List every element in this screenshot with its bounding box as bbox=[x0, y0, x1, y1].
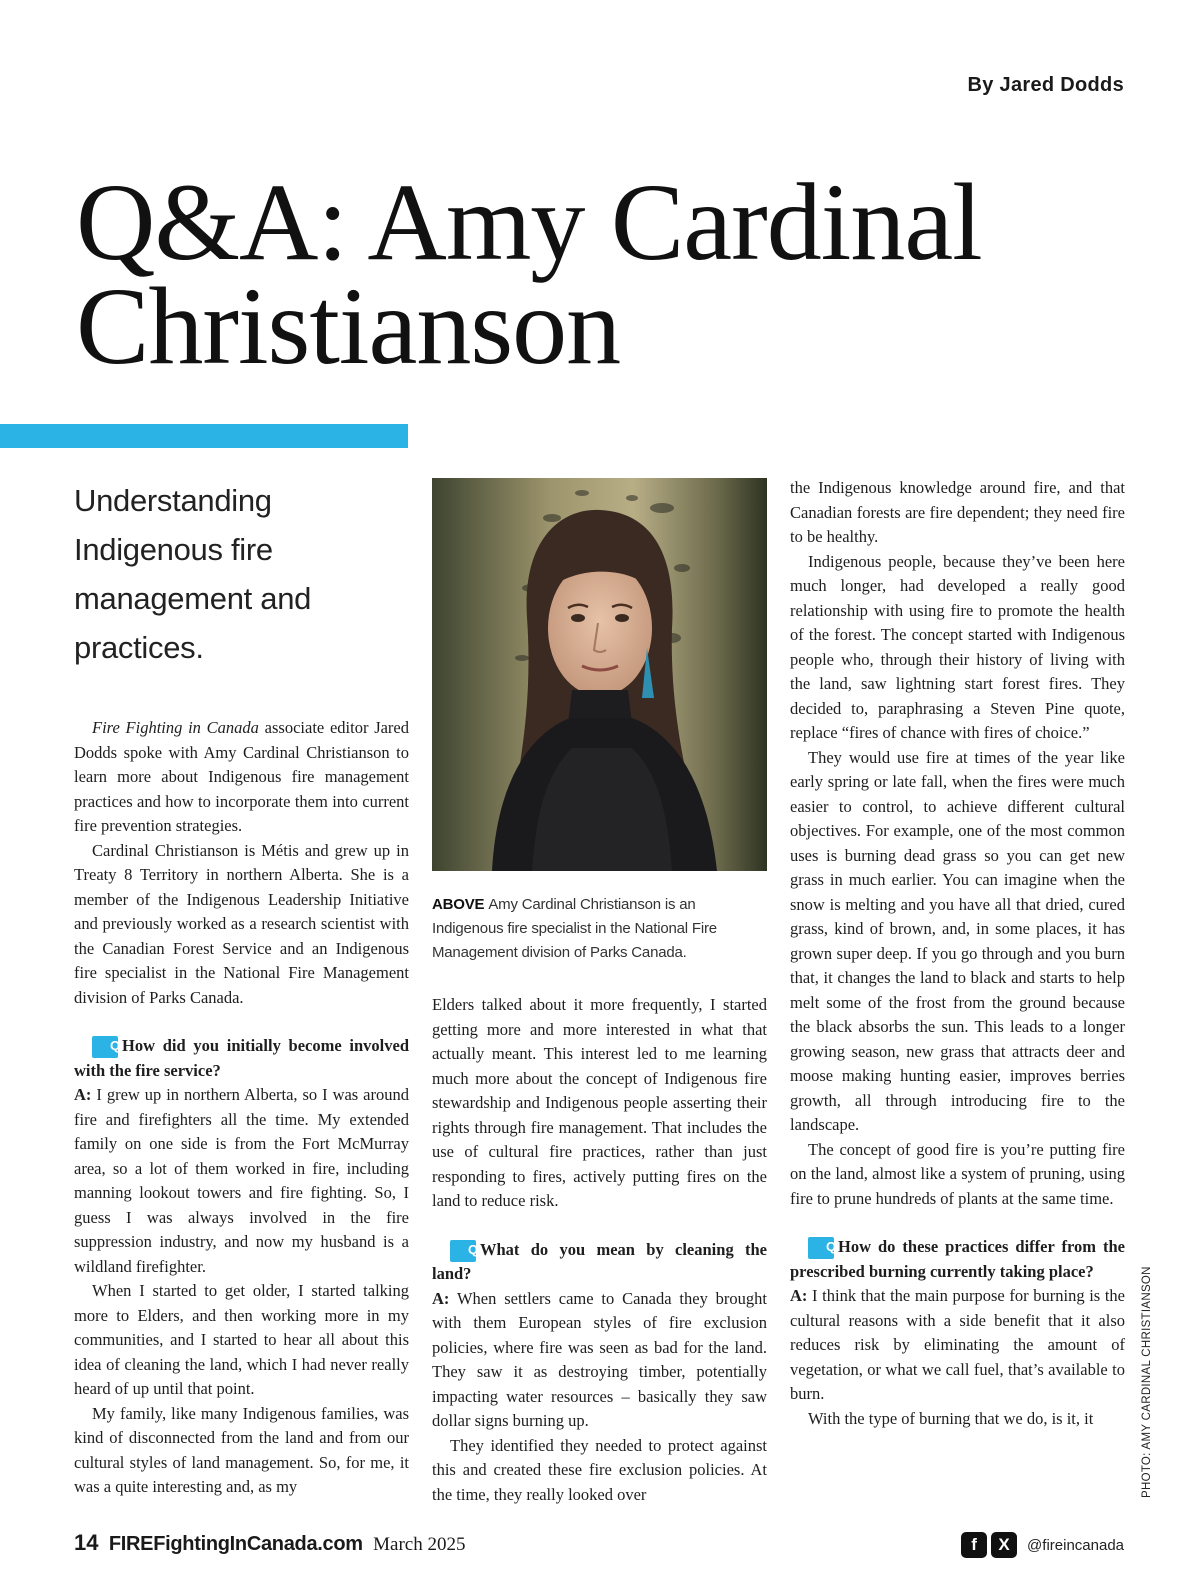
question-badge: Q: bbox=[808, 1237, 834, 1259]
column-2-text bbox=[432, 993, 767, 1507]
byline: By Jared Dodds bbox=[967, 74, 1124, 96]
social-links bbox=[961, 1532, 1124, 1558]
answer-1: A: I grew up in northern Alberta, so I was around fire and firefighters all the time. My extended family on one side is from the Fort McMurray area, so a lot of them worked in fire, including manning lookout towers and fire fighting. So, I guess I was always involved in the fire suppression industry, and now my husband is a wildland firefighter. bbox=[74, 1085, 409, 1276]
answer-label: A: bbox=[790, 1286, 808, 1305]
photo-caption: ABOVE Amy Cardinal Christianson is an Indigenous fire specialist in the National Fire Management division of Parks Canada. bbox=[432, 896, 717, 961]
answer-1-paragraph-2: When I started to get older, I started talking more to Elders, and then working more in my communities, and I started to hear all about this idea of cleaning the land, which I had never really heard of up until that point. bbox=[74, 1281, 409, 1398]
social-handle[interactable]: @fireincanada bbox=[1027, 1536, 1124, 1554]
caption-lead: ABOVE bbox=[432, 896, 485, 913]
answer-label: A: bbox=[432, 1288, 450, 1308]
answer-3: A: I think that the main purpose for burning is the cultural reasons with a side benefit that it also reduces risk by eliminating the amount of vegetation, or what we call fuel, that’s available to burn. bbox=[790, 1286, 1125, 1403]
page-title bbox=[76, 161, 1156, 387]
x-icon[interactable]: X bbox=[991, 1532, 1017, 1558]
deck: Understanding Indigenous fire management and practices. bbox=[74, 483, 312, 665]
answer-2-paragraph-4: They would use fire at times of the year like early spring or late fall, when the fires were much easier to control, to achieve different cultural objectives. For example, one of the most common uses is burning dead grass so you can get new grass in much earlier. You can imagine when the snow is melting and you have all that dried, cured grass, kind of brown, and, in some places, it has grown super deep. If you go through and you burn that, it changes the land to black and starts to help melt some of the frost from the ground because the black absorbs the sun. This leads to a longer growing season, new grass that attracts deer and moose making hunting easier, improves berries growth, all through introducing fire to the landscape. bbox=[790, 747, 1125, 1134]
answer-2-paragraph-2: They identified they needed to protect against this and created these fire exclusion policies. At the time, they really looked over bbox=[432, 1435, 767, 1504]
title-line-2: Christianson bbox=[76, 265, 621, 387]
answer-2: A: When settlers came to Canada they brought with them European styles of fire exclusion policies, where fire was seen as bad for the land. They saw it as destroying timber, potentially impacting water resources – basically they saw dollar signs burning up. bbox=[432, 1288, 767, 1430]
answer-1-paragraph-3: My family, like many Indigenous families, was kind of disconnected from the land and from our cultural styles of land management. So, for me, it was a quite interesting and, as my bbox=[74, 1403, 409, 1496]
answer-1-continued: Elders talked about it more frequently, I started getting more and more interested in what that actually meant. This interest led to me learning much more about the concept of Indigenous fire stewardship and Indigenous people asserting their rights through fire management. That includes the use of cultural fire practices, rather than just responding to fires, actively putting fires on the land to reduce risk. bbox=[432, 995, 767, 1210]
photo-credit: PHOTO: AMY CARDINAL CHRISTIANSON bbox=[1141, 1266, 1153, 1498]
answer-3-paragraph-2: With the type of burning that we do, is it, it bbox=[808, 1408, 1094, 1428]
column-2 bbox=[432, 476, 767, 1507]
accent-bar bbox=[0, 424, 408, 448]
answer-2-continued: the Indigenous knowledge around fire, and that Canadian forests are fire dependent; they need fire to be healthy. bbox=[790, 478, 1125, 546]
site-link[interactable]: FIREFightingInCanada.com bbox=[108, 1533, 363, 1555]
issue-date: March 2025 bbox=[373, 1534, 466, 1555]
question-3: Q:How do these practices differ from the prescribed burning currently taking place? bbox=[790, 1237, 1125, 1281]
question-badge: Q: bbox=[450, 1240, 476, 1262]
intro-paragraph-2: Cardinal Christianson is Métis and grew up in Treaty 8 Territory in northern Alberta. She is a member of the Indigenous Leadership Initiative and previously worked as a research scientist with the Canadian Forest Service and an Indigenous fire specialist in the National Fire Management division of Parks Canada. bbox=[74, 840, 409, 1007]
column-1 bbox=[74, 476, 409, 1500]
answer-label: A: bbox=[74, 1085, 92, 1104]
page-number: 14 bbox=[74, 1530, 99, 1555]
answer-2-paragraph-3: Indigenous people, because they’ve been here much longer, had developed a really good relationship with using fire to promote the health of the forest. The concept started with Indigenous people who, through their history of living with the land, saw lightning start forest fires. They decided to, paraphrasing a Steven Pine quote, replace “fires of chance with fires of choice.” bbox=[790, 551, 1125, 742]
question-1: Q:How did you initially become involved with the fire service? bbox=[74, 1036, 409, 1080]
portrait-photo bbox=[432, 478, 767, 871]
title-line-1: Q&A: Amy Cardinal bbox=[76, 161, 982, 283]
question-2: Q:What do you mean by cleaning the land? bbox=[432, 1239, 767, 1283]
column-3 bbox=[790, 476, 1125, 1431]
question-badge: Q: bbox=[92, 1036, 118, 1058]
intro-paragraph-1: Fire Fighting in Canada associate editor Jared Dodds spoke with Amy Cardinal Christianson to learn more about Indigenous fire management practices and how to incorporate them into current fire prevention strategies. bbox=[74, 718, 410, 835]
answer-2-paragraph-5: The concept of good fire is you’re putting fire on the land, almost like a system of pruning, using fire to prune hundreds of plants at the same time. bbox=[790, 1139, 1125, 1208]
page-footer bbox=[74, 1530, 465, 1558]
facebook-icon[interactable]: f bbox=[961, 1532, 987, 1558]
publication-name: Fire Fighting in Canada bbox=[92, 718, 259, 737]
